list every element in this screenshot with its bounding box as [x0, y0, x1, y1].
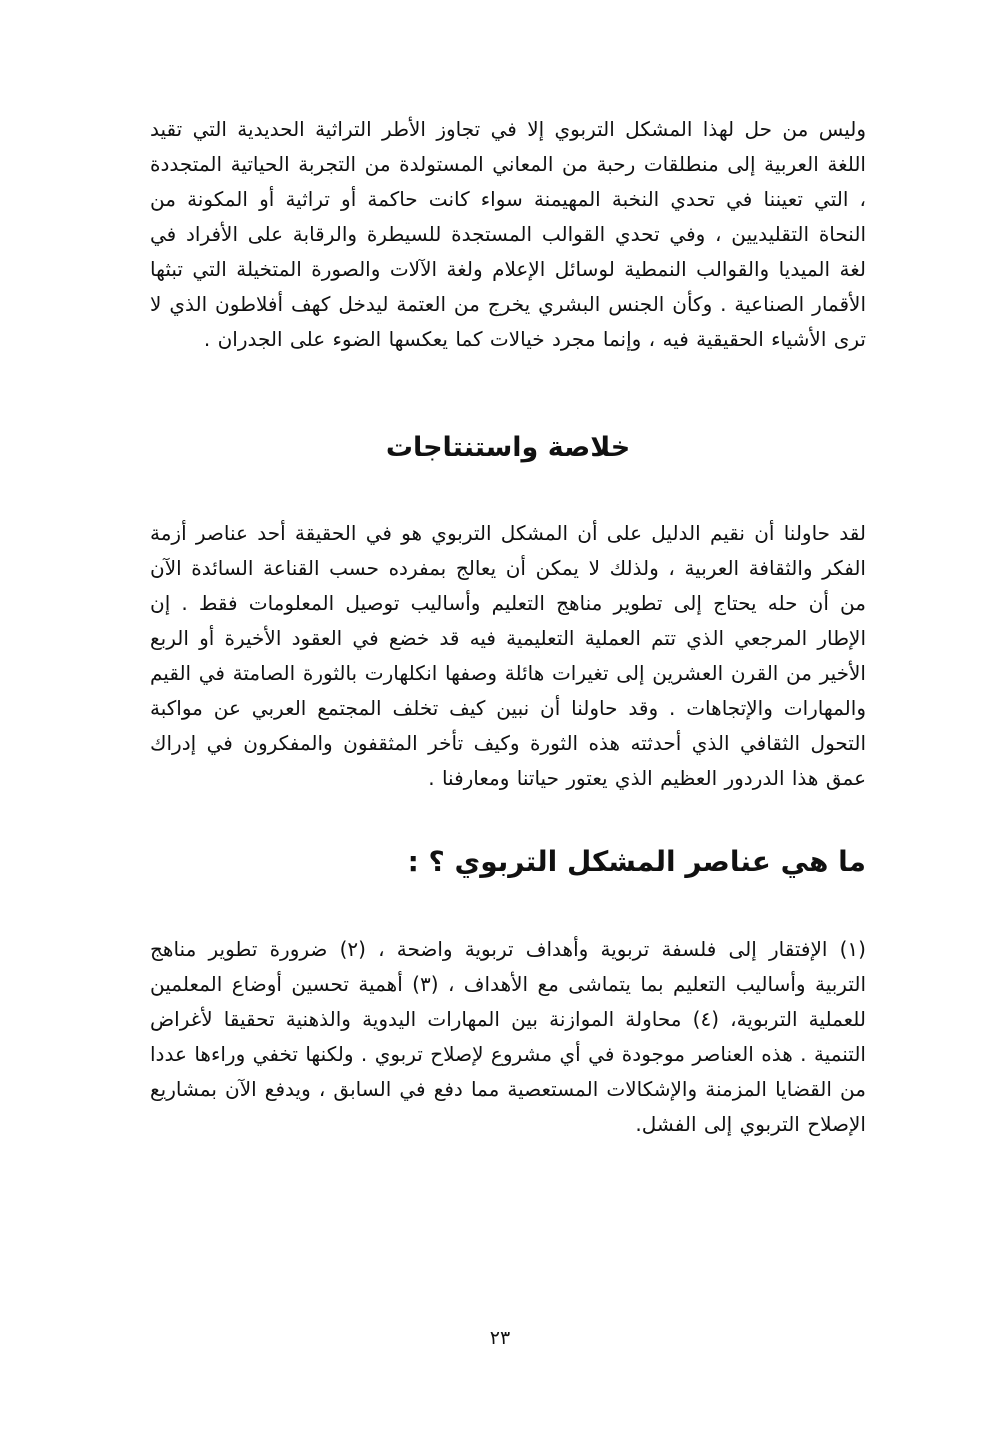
- conclusions-heading: خلاصة واستنتاجات: [385, 432, 631, 463]
- page-number: ٢٣: [489, 1327, 511, 1349]
- conclusions-paragraph: لقد حاولنا أن نقيم الدليل على أن المشكل التربوي هو في الحقيقة أحد عناصر أزمة الفكر والثقافة العربية ، ولذلك لا يمكن أن يعالج بمفرده حسب القناعة السائدة الآن من أن حله يحتاج إلى تطوير مناهج التعليم وأساليب توصيل المعلومات فقط . إن الإطار المرجعي الذي تتم العملية التعليمية فيه قد خضع في العقود الأخيرة أو الربع الأخير من القرن العشرين إلى تغيرات هائلة وصفها انكلهارت بالثورة الصامتة في القيم والمهارات والإتجاهات . وقد حاولنا أن نبين كيف تخلف المجتمع العربي عن مواكبة التحول الثقافي الذي أحدثته هذه الثورة وكيف تأخر المثقفون والمفكرون في إدراك عمق هذا الدردور العظيم الذي يعتور حياتنا ومعارفنا .: [150, 521, 866, 790]
- elements-paragraph: (١) الإفتقار إلى فلسفة تربوية وأهداف تربوية واضحة ، (٢) ضرورة تطوير مناهج التربية وأساليب التعليم بما يتماشى مع الأهداف ، (٣) أهمية تحسين أوضاع المعلمين للعملية التربوية، (٤) محاولة الموازنة بين المهارات اليدوية والذهنية تحقيقا لأغراض التنمية . هذه العناصر موجودة في أي مشروع لإصلاح تربوي . ولكنها تخفي وراءها عددا من القضايا المزمنة والإشكالات المستعصية مما دفع في السابق ، ويدفع الآن بمشاريع الإصلاح التربوي إلى الفشل.: [150, 937, 867, 1136]
- question-heading: ما هي عناصر المشكل التربوي ؟ :: [407, 845, 866, 878]
- intro-paragraph: وليس من حل لهذا المشكل التربوي إلا في تجاوز الأطر التراثية الحديدية التي تقيد اللغة العربية إلى منطلقات رحبة من المعاني المستولدة من التجربة الحياتية المتجددة ، التي تعيننا في تحدي النخبة المهيمنة سواء كانت حاكمة أو تراثية أو المكونة من النحاة التقليديين ، وفي تحدي القوالب المستجدة للسيطرة والرقابة على الأفراد في لغة الميديا والقوالب النمطية لوسائل الإعلام ولغة الآلات والصورة المتخيلة التي تبثها الأقمار الصناعية . وكأن الجنس البشري يخرج من العتمة ليدخل كهف أفلاطون الذي لا ترى الأشياء الحقيقية فيه ، وإنما مجرد خيالات كما يعكسها الضوء على الجدران .: [150, 117, 866, 351]
